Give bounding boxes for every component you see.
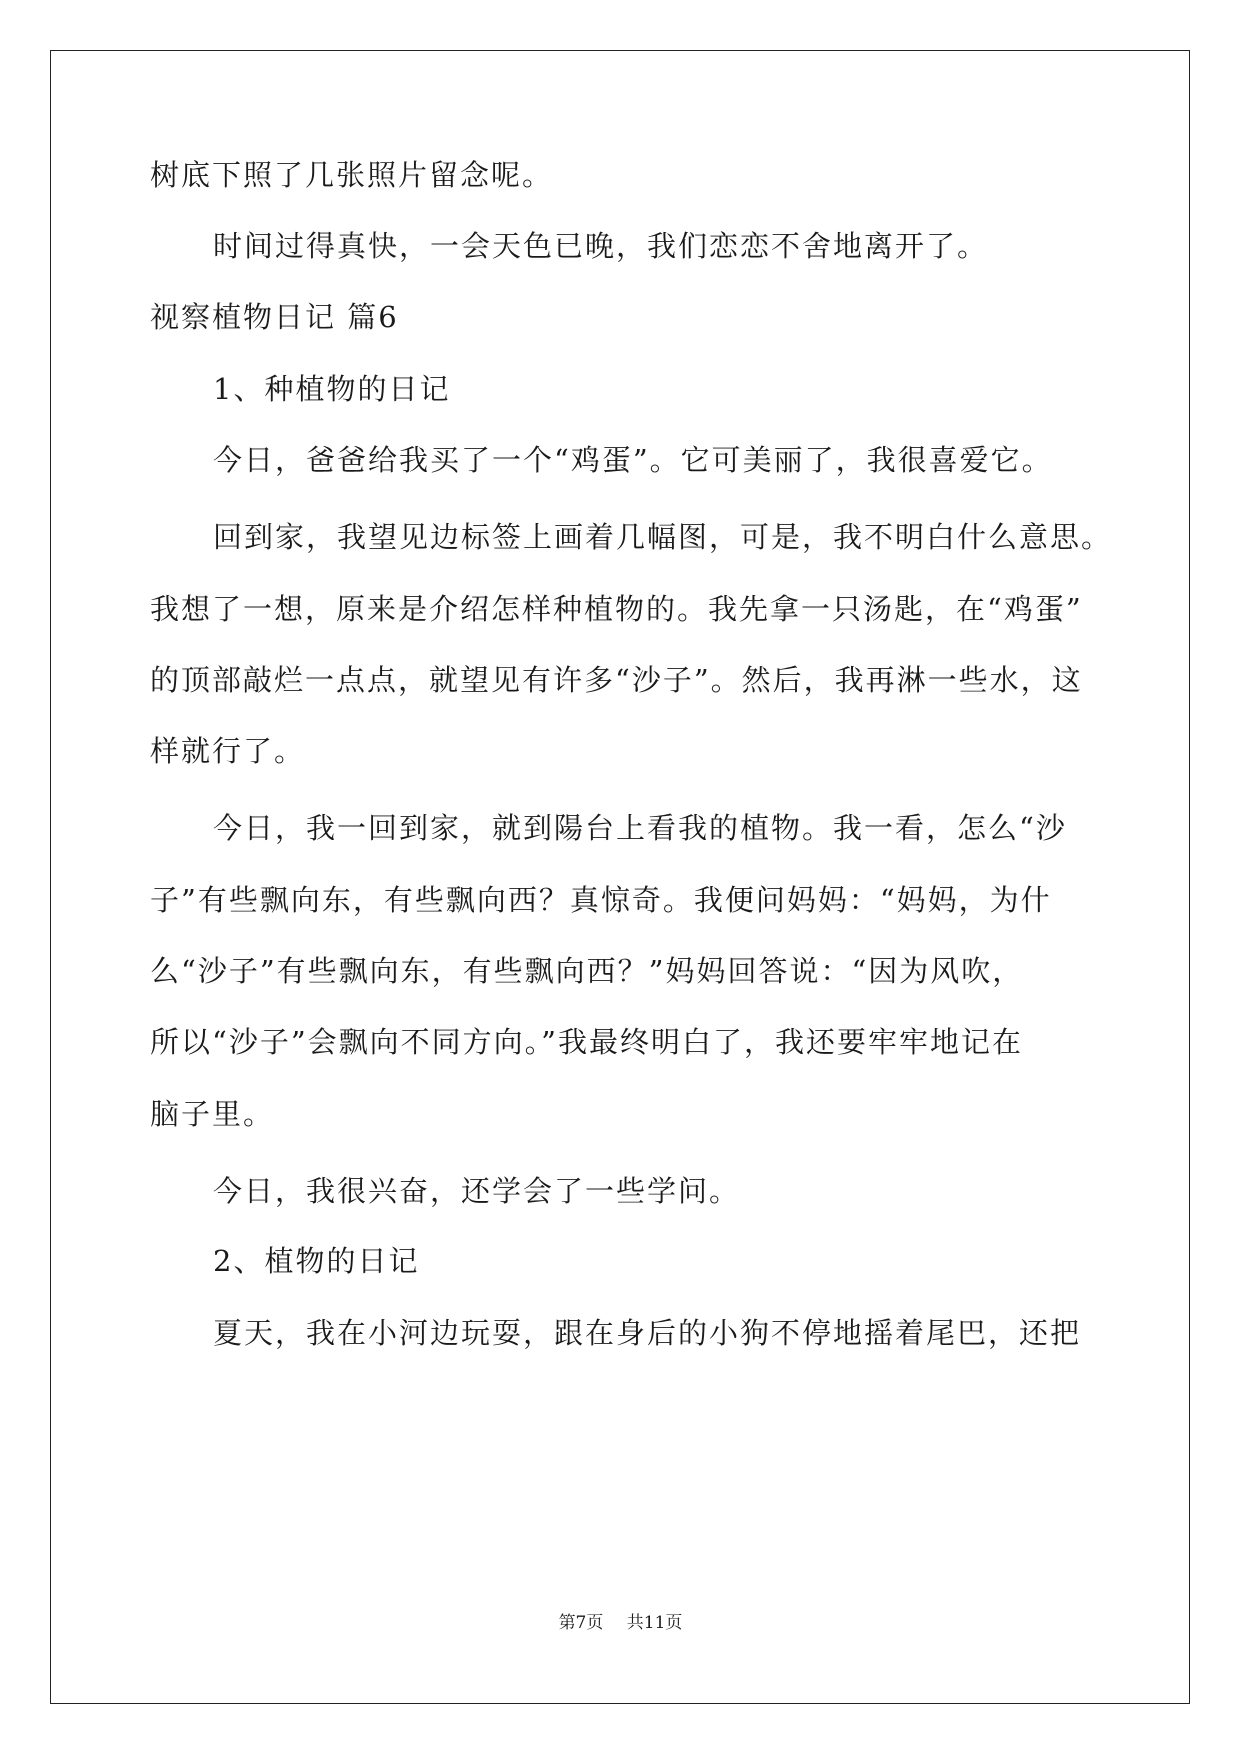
paragraph-line: 夏天，我在小河边玩耍，跟在身后的小狗不停地摇着尾巴，还把 <box>213 1316 1082 1350</box>
paragraph-line: 子”有些飘向东，有些飘向西？真惊奇。我便问妈妈：“妈妈，为什 <box>150 883 1052 917</box>
paragraph-line: 我想了一想，原来是介绍怎样种植物的。我先拿一只汤匙，在“鸡蛋” <box>150 592 1083 626</box>
section-heading: 视察植物日记 篇6 <box>150 300 399 334</box>
page-total: 共11页 <box>626 1613 683 1633</box>
paragraph-line: 时间过得真快，一会天色已晚，我们恋恋不舍地离开了。 <box>213 229 989 263</box>
paragraph-line: 树底下照了几张照片留念呢。 <box>150 158 554 192</box>
paragraph-line: 今日，我很兴奋，还学会了一些学问。 <box>213 1174 741 1208</box>
paragraph-line: 脑子里。 <box>150 1097 275 1131</box>
page-number: 第7页 <box>558 1613 604 1633</box>
paragraph-line: 么“沙子”有些飘向东，有些飘向西？”妈妈回答说：“因为风吹， <box>150 954 1024 988</box>
paragraph-line: 的顶部敲烂一点点，就望见有许多“沙子”。然后，我再淋一些水，这 <box>150 663 1083 697</box>
page-footer <box>0 1611 1241 1635</box>
paragraph-line: 今日，我一回到家，就到陽台上看我的植物。我一看，怎么“沙 <box>213 811 1067 845</box>
paragraph-line: 所以“沙子”会飘向不同方向。”我最终明白了，我还要牢牢地记在 <box>150 1025 1023 1059</box>
subsection-heading: 1、种植物的日记 <box>213 372 451 406</box>
paragraph-line: 回到家，我望见边标签上画着几幅图，可是，我不明白什么意思。 <box>213 520 1113 554</box>
paragraph-line: 样就行了。 <box>150 734 306 768</box>
subsection-heading: 2、植物的日记 <box>213 1244 420 1278</box>
paragraph-line: 今日，爸爸给我买了一个“鸡蛋”。它可美丽了，我很喜爱它。 <box>213 443 1053 477</box>
